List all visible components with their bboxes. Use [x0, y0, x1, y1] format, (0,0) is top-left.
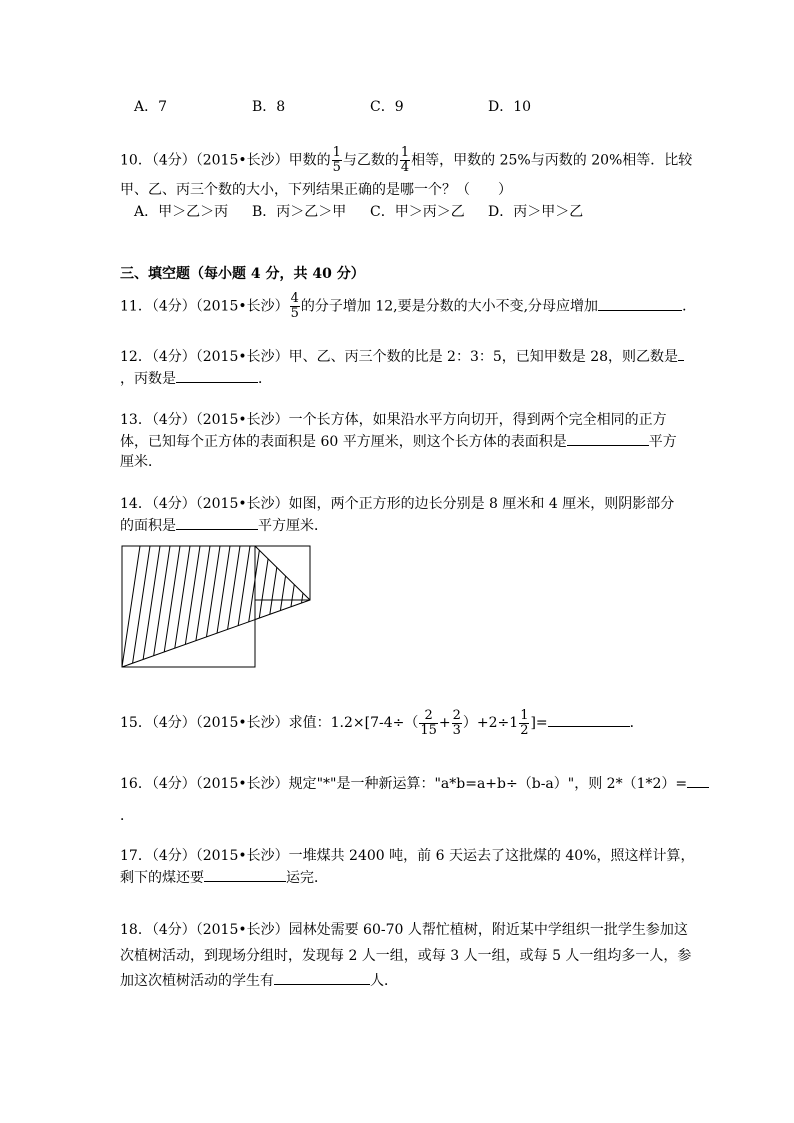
- q13-answer-blank: [567, 431, 649, 446]
- q14-line2: 的面积是 平方厘米．: [120, 515, 328, 536]
- q10-option-a: A．甲＞乙＞丙: [134, 204, 229, 220]
- q9-option-c: C．9: [370, 99, 404, 115]
- q12-answer-blank-1: [678, 346, 684, 361]
- q18-line1: 18．（4分）（2015•长沙）园林处需要 60-70 人帮忙植树，附近某中学组织一批学生参加这: [120, 922, 688, 938]
- q16-line2: ．: [120, 808, 134, 824]
- q15-answer-blank: [548, 712, 630, 727]
- q12-line1: 12．（4分）（2015•长沙）甲、乙、丙三个数的比是 2：3：5，已知甲数是 28，则乙数是: [120, 346, 684, 367]
- q9-option-d: D．10: [488, 99, 532, 115]
- q12-answer-blank-2: [176, 368, 258, 383]
- q10-text1: 10．（4分）（2015•长沙）甲数的: [120, 152, 331, 169]
- q9-option-a: A．7: [134, 99, 168, 115]
- q14-line1: 14．（4分）（2015•长沙）如图，两个正方形的边长分别是 8 厘米和 4 厘米，则阴影部分: [120, 496, 675, 512]
- q10-option-c: C．甲＞丙＞乙: [370, 204, 465, 220]
- q10-line1: [120, 146, 692, 175]
- q11-fraction: $\frac{4}{5}$: [290, 291, 299, 321]
- q18-line2: 次植树活动，到现场分组时，发现每 2 人一组，或每 3 人一组，或每 5 人一组均多一人，参: [120, 948, 692, 964]
- q10-text2: 与乙数的: [342, 152, 399, 169]
- q18-answer-blank: [274, 970, 370, 985]
- q10-text3: 相等，甲数的 25%与丙数的 20%相等．比较: [411, 152, 693, 169]
- hatch-lines: [122, 546, 310, 667]
- q15-line: 15．（4分）（2015•长沙）求值：1.2×[7-4÷（ $\frac{2}{15}$ + $\frac{2}{3}$ ）+2÷1 $\frac{1}{2}$ ]= ．: [120, 707, 644, 738]
- q15-fraction-1: $\frac{2}{15}$: [420, 707, 437, 738]
- q17-line2: 剩下的煤还要 运完．: [120, 867, 328, 888]
- q17-answer-blank: [204, 867, 286, 882]
- large-square: [122, 546, 255, 667]
- q12-line2: ，丙数是 ．: [120, 368, 272, 389]
- section-title: 三、填空题（每小题 4 分，共 40 分）: [120, 266, 365, 282]
- q9-option-b: B．8: [252, 99, 286, 115]
- q18-line3: 加这次植树活动的学生有 人．: [120, 970, 398, 991]
- q11-line: 11．（4分）（2015•长沙） $\frac{4}{5}$ 的分子增加 12,要是分数的大小不变,分母应增加 ．: [120, 291, 697, 321]
- q16-line1: 16．（4分）（2015•长沙）规定"*"是一种新运算："a*b=a+b÷（b-a）"，则 2*（1*2）=: [120, 773, 709, 794]
- q10-fraction-1: $\frac{1}{5}$: [332, 145, 341, 175]
- q14-answer-blank: [176, 515, 258, 530]
- q13-line1: 13．（4分）（2015•长沙）一个长方体，如果沿水平方向切开，得到两个完全相同的正方: [120, 412, 667, 428]
- q10-line2: 甲、乙、丙三个数的大小，下列结果正确的是哪一个？（ ）: [120, 182, 512, 198]
- q10-fraction-2: $\frac{1}{4}$: [400, 145, 410, 175]
- q17-line1: 17．（4分）（2015•长沙）一堆煤共 2400 吨，前 6 天运去了这批煤的 40%，照这样计算，: [120, 848, 695, 864]
- q16-answer-blank: [687, 773, 709, 788]
- q13-line3: 厘米．: [120, 454, 162, 470]
- q10-option-d: D．丙＞甲＞乙: [488, 204, 584, 220]
- q11-answer-blank: [598, 296, 682, 311]
- q15-fraction-3: $\frac{1}{2}$: [520, 707, 529, 738]
- q15-fraction-2: $\frac{2}{3}$: [452, 707, 461, 738]
- two-squares-figure: [118, 542, 318, 672]
- q10-option-b: B．丙＞乙＞甲: [252, 204, 347, 220]
- q13-line2: 体，已知每个正方体的表面积是 60 平方厘米，则这个长方体的表面积是 平方: [120, 431, 677, 452]
